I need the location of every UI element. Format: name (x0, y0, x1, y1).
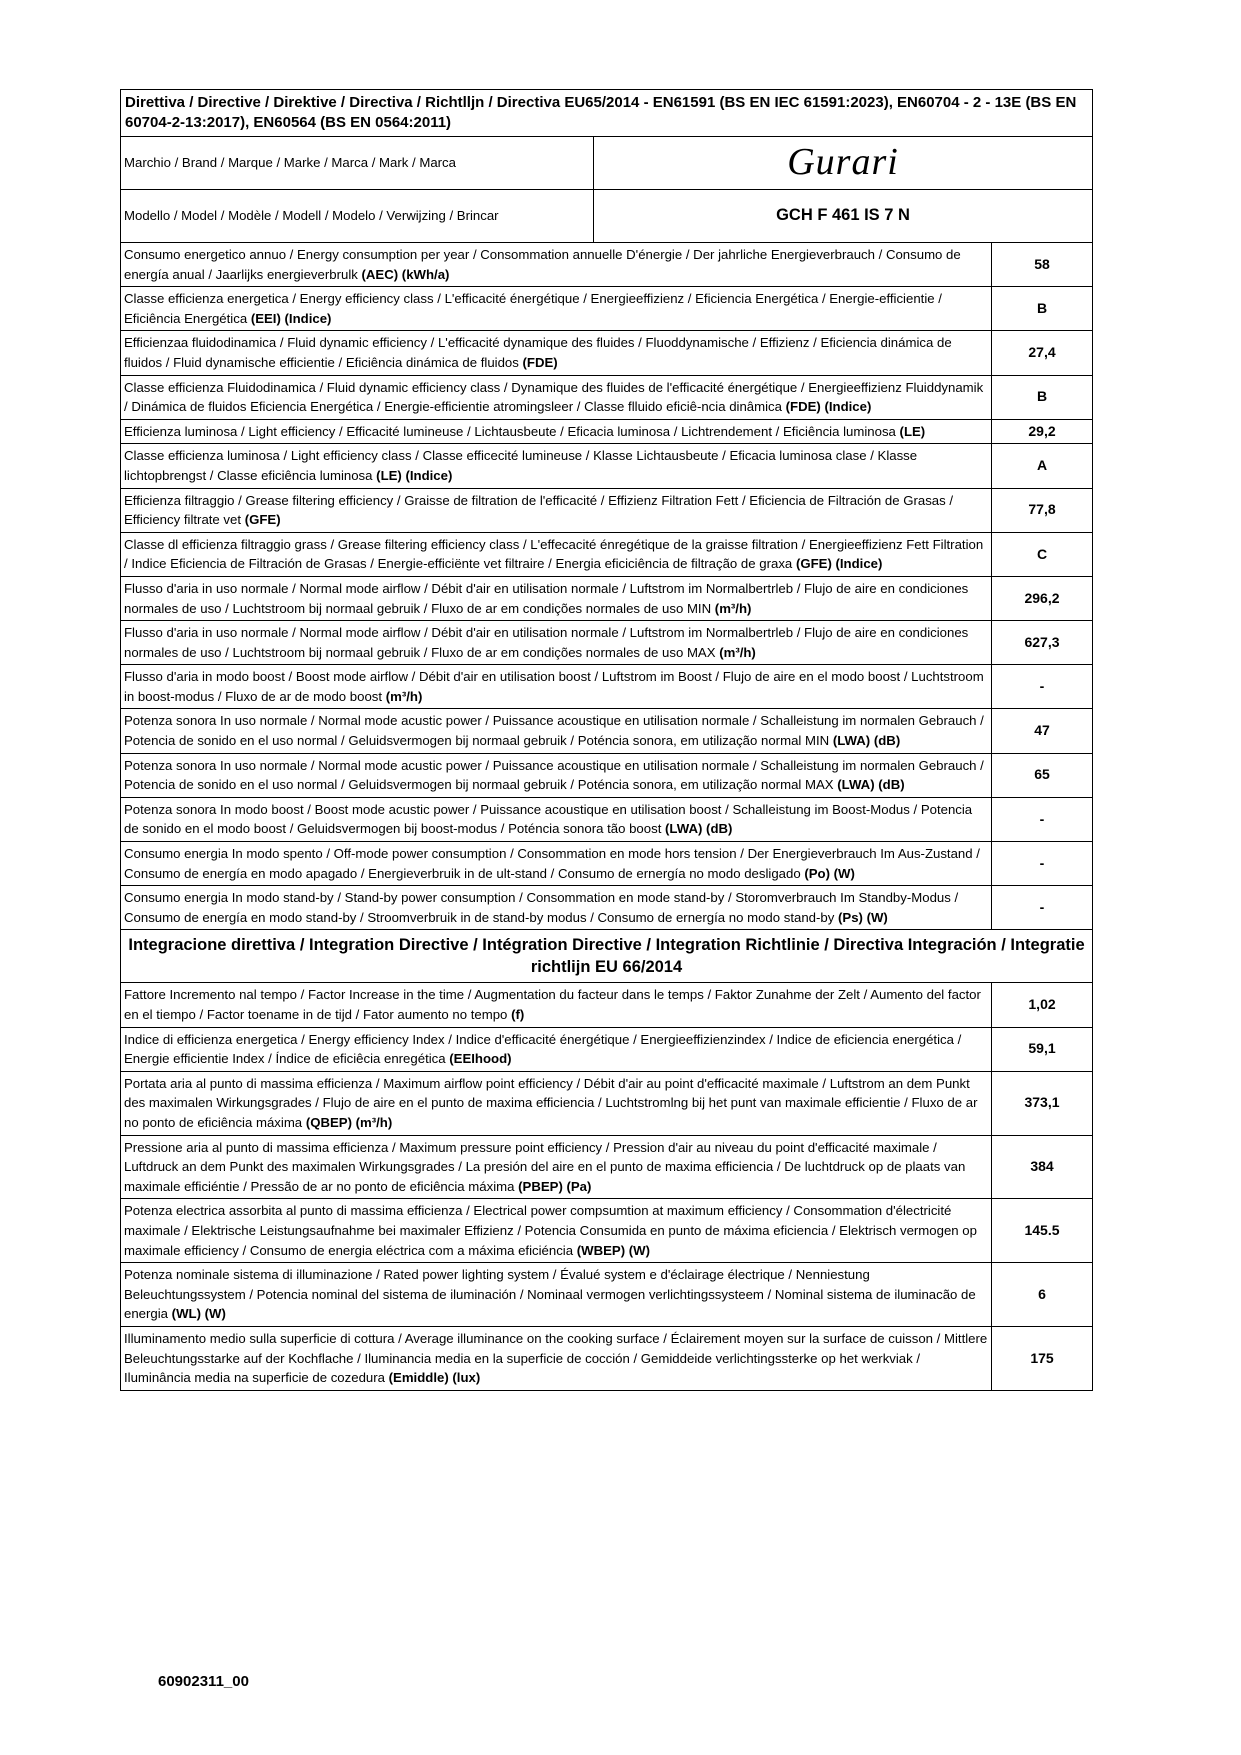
parameter-unit: (LWA) (dB) (832, 733, 901, 749)
parameter-text: Classe efficienza Fluidodinamica / Fluid dynamic efficiency class / Dynamique des fluides de l'efficacité énergétique / Energieeffizienz Fluiddynamik / Dinámica de fluidos Eficiencia Energética / Energie-efficientie atromingsleer / Classe flluido eficiê-ncia dinâmica (124, 379, 984, 415)
parameter-text: Potenza sonora In uso normale / Normal mode acustic power / Puissance acoustique en utilisation normale / Schalleistung im normalen Gebrauch / Potencia de sonido en el uso normal / Geluidsvermogen bij normaal gebruik / Poténcia sonora, em utilização normal MIN (124, 713, 984, 749)
parameter-unit: (m³/h) (719, 644, 756, 660)
parameter-value: B (992, 287, 1093, 331)
parameter-unit: (WBEP) (W) (576, 1242, 650, 1258)
parameter-value: 145.5 (992, 1199, 1093, 1263)
model-row (121, 190, 1093, 243)
parameter-description (121, 842, 992, 886)
model-value: GCH F 461 IS 7 N (594, 190, 1093, 243)
table-row (121, 1071, 1093, 1135)
parameter-unit: (LE) (899, 423, 926, 439)
table-row (121, 1027, 1093, 1071)
directive-sheet (120, 89, 1092, 1391)
parameter-text: Classe dl efficienza filtraggio grass / Grease filtering efficiency class / L'effecacité énregétique de la graisse filtration / Energieeffizienz Fett Filtration / Indice Eficiencia de Filtración de Grasas / Energie-efficiënte vet filtraire / Energia eficiciência de filtração de graxa (124, 536, 984, 572)
parameter-unit: (f) (511, 1007, 525, 1022)
parameter-value: 627,3 (992, 621, 1093, 665)
table-row (121, 532, 1093, 576)
table-row (121, 621, 1093, 665)
parameter-unit: (EEI) (Indice) (250, 310, 332, 326)
parameter-value: A (992, 444, 1093, 488)
parameter-description (121, 1071, 992, 1135)
parameter-value: 59,1 (992, 1027, 1093, 1071)
specification-table (120, 89, 1093, 1391)
parameter-unit: (EEIhood) (449, 1051, 512, 1067)
parameter-description (121, 287, 992, 331)
parameter-description (121, 488, 992, 532)
parameter-description (121, 1199, 992, 1263)
section-row (121, 930, 1093, 983)
parameter-unit: (m³/h) (714, 600, 752, 616)
parameter-description (121, 1263, 992, 1327)
parameter-value: 29,2 (992, 419, 1093, 444)
parameter-description (121, 331, 992, 375)
table-row (121, 842, 1093, 886)
table-row (121, 287, 1093, 331)
parameter-text: Potenza nominale sistema di illuminazione / Rated power lighting system / Évalué system e d'éclairage électrique / Nenniestung Beleuchtungssystem / Potencia nominal del sistema de iluminación / Nominaal vermogen verlichtingssysteem / Nominal sistema de iluminacão de energia (124, 1267, 976, 1322)
parameter-value: - (992, 886, 1093, 930)
parameter-description (121, 886, 992, 930)
parameter-unit: (FDE) (Indice) (785, 399, 872, 415)
parameter-value: 175 (992, 1326, 1093, 1390)
parameter-unit: (FDE) (522, 354, 558, 370)
table-row (121, 1263, 1093, 1327)
parameter-text: Flusso d'aria in uso normale / Normal mode airflow / Débit d'air en utilisation normale / Luftstrom im Normalbertrleb / Flujo de aire en condiciones normales de uso / Luchtstroom bij normaal gebruik / Fluxo de ar em condições normales de uso MIN (124, 580, 969, 616)
parameter-unit: (GFE) (244, 512, 281, 528)
parameter-description (121, 532, 992, 576)
parameter-value: 384 (992, 1135, 1093, 1199)
parameter-text: Consumo energia In modo spento / Off-mode power consumption / Consommation en mode hors tension / Der Energieverbrauch Im Aus-Zustand / Consumo de energía en modo apagado / Energieverbruik in de ult-stand / Consumo de ernergía no modo desligado (124, 846, 980, 881)
table-row (121, 243, 1093, 287)
parameter-description (121, 444, 992, 488)
parameter-description (121, 621, 992, 665)
parameter-unit: (WL) (W) (171, 1306, 226, 1322)
table-row (121, 419, 1093, 444)
table-row (121, 488, 1093, 532)
parameter-text: Efficienza luminosa / Light efficiency / Efficacité lumineuse / Lichtausbeute / Eficacia luminosa / Lichtrendement / Eficiência luminosa (124, 423, 896, 439)
parameter-text: Potenza electrica assorbita al punto di massima efficienza / Electrical power compsumtion at maximum efficiency / Consommation d'électricité maximale / Elektrische Leistungsaufnahme bei maximaler Effizienz / Potencia Consumida en punto de máxima eficiencia / Elektrisch vermogen op maximale efficiency / Consumo de energia eléctrica com a máxima eficiéncia (124, 1203, 977, 1258)
table-row (121, 444, 1093, 488)
parameter-unit: (Po) (W) (804, 865, 855, 881)
parameter-value: 58 (992, 243, 1093, 287)
table-row (121, 665, 1093, 709)
parameter-value: 27,4 (992, 331, 1093, 375)
parameter-value: - (992, 842, 1093, 886)
parameter-value: 65 (992, 753, 1093, 797)
parameter-text: Potenza sonora In uso normale / Normal mode acustic power / Puissance acoustique en utilisation normale / Schalleistung im normalen Gebrauch / Potencia de sonido en el uso normal / Geluidsvermogen bij normaal gebruik / Poténcia sonora, em utilização normal MAX (124, 757, 984, 793)
parameter-description (121, 665, 992, 709)
parameter-value: 6 (992, 1263, 1093, 1327)
directive-header: Direttiva / Directive / Direktive / Directiva / Richtlljn / Directiva EU65/2014 - EN61591 (BS EN IEC 61591:2023), EN60704 - 2 - 13E (BS EN 60704-2-13:2017), EN60564 (BS EN 0564:2011) (121, 90, 1093, 137)
parameter-description (121, 243, 992, 287)
parameter-description (121, 419, 992, 444)
parameter-description (121, 983, 992, 1027)
parameter-text: Flusso d'aria in modo boost / Boost mode airflow / Débit d'air en utilisation boost / Luftstrom im Boost / Flujo de aire en el modo boost / Luchtstroom in boost-modus / Fluxo de ar de modo boost (124, 669, 984, 704)
brand-label: Marchio / Brand / Marque / Marke / Marca / Mark / Marca (121, 137, 594, 190)
parameter-unit: (LWA) (dB) (665, 821, 733, 837)
header-row (121, 90, 1093, 137)
parameter-text: Flusso d'aria in uso normale / Normal mode airflow / Débit d'air en utilisation normale / Luftstrom im Normalbertrleb / Flujo de aire en condiciones normales de uso / Luchtstroom bij normaal gebruik / Fluxo de ar em condições normales de uso MAX (124, 625, 969, 660)
parameter-text: Potenza sonora In modo boost / Boost mode acustic power / Puissance acoustique en utilisation boost / Schalleistung im Boost-Modus / Potencia de sonido en el modo boost / Geluidsvermogen bij boost-modus / Poténcia sonora tão boost (124, 801, 973, 837)
parameter-text: Efficienzaa fluidodinamica / Fluid dynamic efficiency / L'efficacité dynamique des fluides / Fluoddynamische / Effizienz / Eficiencia dinámica de fluidos / Fluid dynamische efficientie / Eficiência dinámica de fluidos (124, 335, 952, 370)
parameter-description (121, 1326, 992, 1390)
parameter-value: 47 (992, 709, 1093, 753)
table-row (121, 576, 1093, 620)
parameter-text: Indice di efficienza energetica / Energy efficiency Index / Indice d'efficacité énergétique / Energieeffizienzindex / Indice de eficiencia energética / Energie efficientie Index / Índice de eficiêcia enregética (124, 1031, 962, 1067)
parameter-value: - (992, 797, 1093, 841)
table-row (121, 886, 1093, 930)
table-row (121, 753, 1093, 797)
parameter-text: Illuminamento medio sulla superficie di cottura / Average illuminance on the cooking surface / Éclairement moyen sur la surface de cuisson / Mittlere Beleuchtungsstarke auf der Kochflache / Iluminancia media en la superficie de cocción / Gemiddeide verlichtingssterke op het werkviak / Iluminância media na superficie de cozedura (124, 1330, 988, 1386)
parameter-unit: (GFE) (Indice) (795, 556, 883, 572)
parameter-text: Consumo energetico annuo / Energy consumption per year / Consommation annuelle D'énergie / Der jahrliche Energieverbrauch / Consumo de energía anual / Jaarlijks energieverbrulk (124, 247, 961, 282)
parameter-description (121, 709, 992, 753)
table-row (121, 1326, 1093, 1390)
parameter-unit: (LWA) (dB) (837, 777, 905, 793)
parameter-text: Portata aria al punto di massima efficienza / Maximum airflow point efficiency / Débit d'air au point d'efficacité maximale / Luftstrom an dem Punkt des maximalen Wirkungsgrades / Flujo de aire en el punto de maxima efficiencia / Luchtstromlng bij het punt van maximale efficientie / Fluxo de ar no ponto de eficiência máxima (124, 1075, 978, 1130)
table-row (121, 331, 1093, 375)
model-label: Modello / Model / Modèle / Modell / Modelo / Verwijzing / Brincar (121, 190, 594, 243)
parameter-text: Fattore Incremento nal tempo / Factor Increase in the time / Augmentation du facteur dans le temps / Faktor Zunahme der Zelt / Aumento del factor en el tiempo / Factor toename in de tijd / Fator aumento no tempo (124, 987, 981, 1022)
parameter-text: Pressione aria al punto di massima efficienza / Maximum pressure point efficiency / Pression d'air au niveau du point d'efficacité maximale / Luftdruck an dem Punkt des maximalen Wirkungsgrades / La presión del aire en el punto de maxima efficiencia / De luchtdruck op de plaats van maximale efficiéntie / Pressão de ar no ponto de eficiência máxima (124, 1139, 966, 1194)
brand-row (121, 137, 1093, 190)
document-id: 60902311_00 (158, 1673, 249, 1690)
table-row (121, 1199, 1093, 1263)
parameter-text: Consumo energia In modo stand-by / Stand-by power consumption / Consommation en mode stand-by / Storomverbrauch Im Standby-Modus / Consumo de energía en modo stand-by / Stroomverbruik in de stand-by modus / Consumo de ernergía no modo stand-by (124, 890, 959, 925)
table-row (121, 709, 1093, 753)
parameter-value: 373,1 (992, 1071, 1093, 1135)
parameter-unit: (AEC) (kWh/a) (361, 266, 450, 282)
parameter-text: Classe efficienza luminosa / Light efficiency class / Classe efficecité lumineuse / Klasse Lichtausbeute / Eficacia luminosa clase / Klasse lichtopbrengst / Classe eficiência luminosa (124, 448, 918, 483)
section-title: Integracione direttiva / Integration Directive / Intégration Directive / Integration Richtlinie / Directiva Integración / Integratie richtlijn EU 66/2014 (121, 930, 1093, 983)
parameter-description (121, 576, 992, 620)
table-row (121, 983, 1093, 1027)
parameter-value: 77,8 (992, 488, 1093, 532)
parameter-value: - (992, 665, 1093, 709)
parameter-unit: (PBEP) (Pa) (518, 1178, 592, 1194)
parameter-value: 296,2 (992, 576, 1093, 620)
parameter-unit: (Ps) (W) (838, 909, 888, 925)
parameter-value: B (992, 375, 1093, 419)
parameter-description (121, 753, 992, 797)
parameter-value: C (992, 532, 1093, 576)
parameter-description (121, 797, 992, 841)
table-row (121, 375, 1093, 419)
parameter-value: 1,02 (992, 983, 1093, 1027)
parameter-text: Classe efficienza energetica / Energy efficiency class / L'efficacité énergétique / Energieeffizienz / Eficiencia Energética / Energie-efficientie / Eficiência Energética (124, 291, 942, 326)
parameter-unit: (m³/h) (385, 688, 423, 704)
table-row (121, 1135, 1093, 1199)
parameter-text: Efficienza filtraggio / Grease filtering efficiency / Graisse de filtration de l'efficacité / Effizienz Filtration Fett / Eficiencia de Filtración de Grasas / Efficiency filtrate vet (124, 492, 954, 528)
parameter-description (121, 1135, 992, 1199)
parameter-unit: (LE) (Indice) (376, 467, 453, 483)
parameter-unit: (Emiddle) (lux) (388, 1370, 481, 1386)
parameter-description (121, 375, 992, 419)
parameter-unit: (QBEP) (m³/h) (305, 1114, 393, 1130)
brand-logo: Gurari (594, 137, 1093, 190)
parameter-description (121, 1027, 992, 1071)
table-row (121, 797, 1093, 841)
